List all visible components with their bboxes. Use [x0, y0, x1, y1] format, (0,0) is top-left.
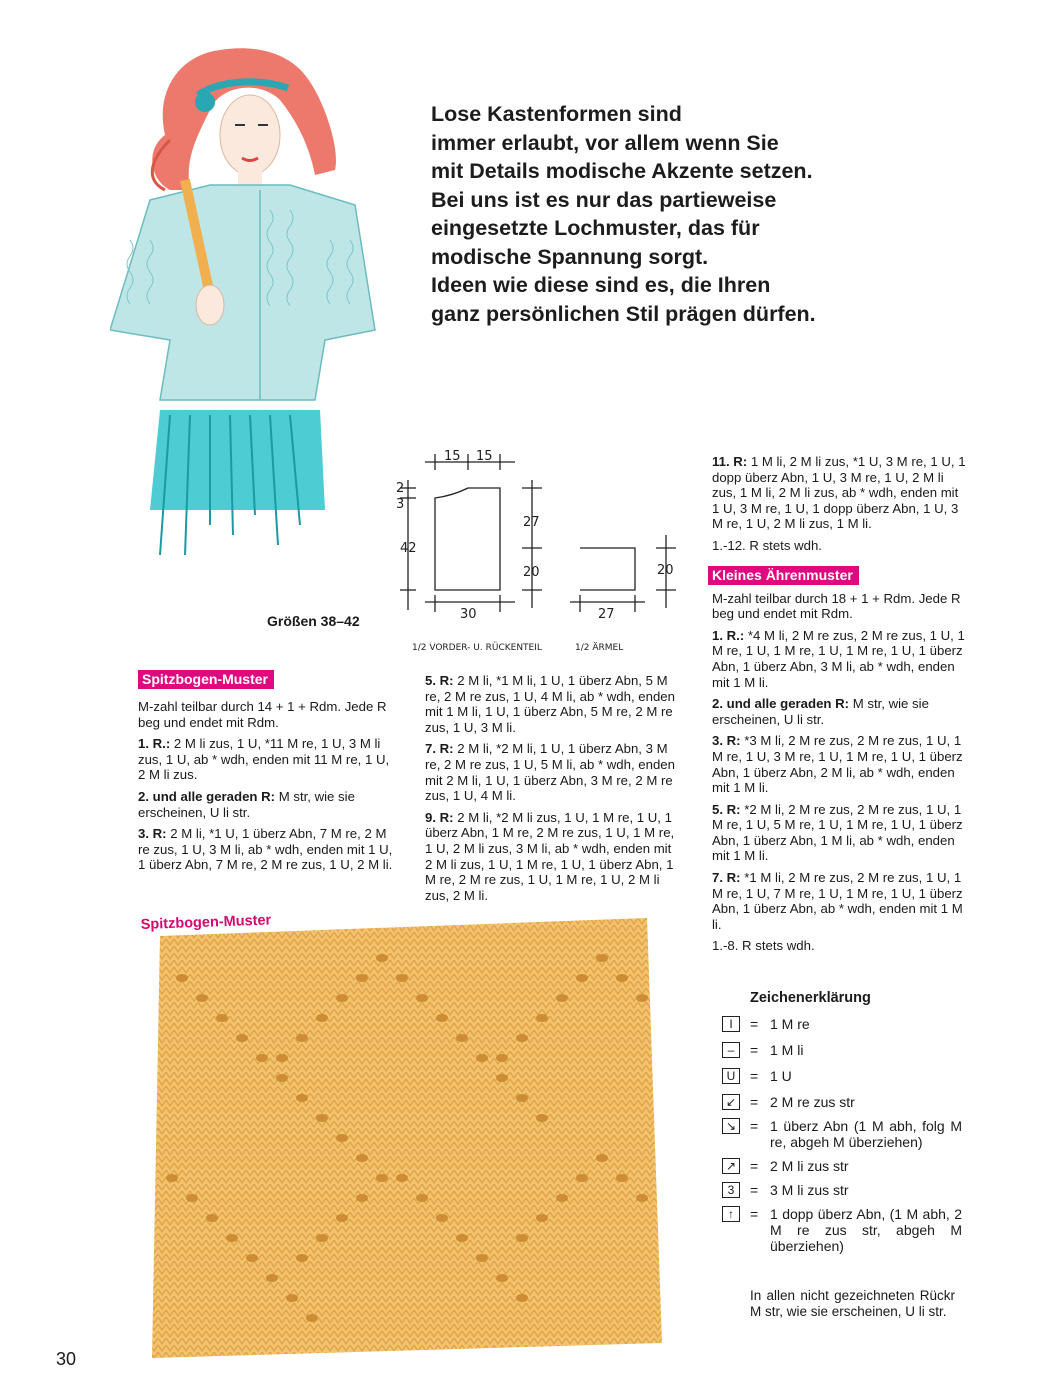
row-label: 7. R:	[712, 870, 741, 886]
pattern2-intro: M-zahl teilbar durch 18 + 1 + Rdm. Jede R beg und endet mit Rdm.	[712, 590, 961, 622]
dim-top-1: 15	[444, 449, 461, 464]
pattern1-repeat: 1.-12. R stets wdh.	[712, 537, 822, 553]
label-sleeve: 1/2 ÄRMEL	[575, 643, 624, 653]
pattern-col3	[712, 454, 968, 960]
legend-item	[722, 1068, 962, 1084]
legend-text: 1 U	[770, 1068, 792, 1084]
legend-item	[722, 1182, 962, 1198]
sizes-label: Größen 38–42	[267, 613, 360, 629]
intro-line: mit Details modische Akzente setzen.	[431, 159, 813, 183]
row-text: 2 M li, *2 M li, 1 U, 1 überz Abn, 3 M re, 2 M re zus, 1 U, 5 M li, ab * wdh, enden mit 2 M li, 1 U, 1 überz Abn, 3 M re, 2 M re zus, 1 U, 4 M li.	[425, 741, 675, 804]
row-text: *1 M li, 2 M re zus, 2 M re zus, 1 U, 1 M re, 1 U, 7 M re, 1 U, 1 M re, 1 U, 1 überz Abn, 1 überz Abn, ab * wdh, enden mit 1 M li.	[712, 870, 963, 932]
pattern1-row3	[138, 826, 396, 873]
legend-item	[722, 1158, 962, 1174]
intro-line: Bei uns ist es nur das partieweise	[431, 187, 777, 212]
row-label: 1. R.:	[138, 736, 171, 752]
pattern2-row5	[712, 802, 968, 864]
pattern1-title: Spitzbogen-Muster	[138, 670, 274, 689]
dim-sleeve-w: 27	[598, 607, 615, 622]
pattern2-title: Kleines Ährenmuster	[708, 566, 859, 585]
pattern2-row1	[712, 628, 968, 690]
legend-footnote: In allen nicht gezeichneten Rückr M str, wie sie erscheinen, U li str.	[750, 1288, 955, 1319]
garment-schematic	[380, 440, 700, 655]
pattern1-row1	[138, 736, 396, 783]
k2tog-symbol-icon: ↙	[722, 1094, 740, 1110]
pattern2-row3	[712, 733, 968, 795]
intro-line: ganz persönlichen Stil prägen dürfen.	[431, 301, 816, 326]
legend-item	[722, 1206, 962, 1254]
legend-item	[722, 1094, 962, 1110]
legend-item	[722, 1118, 962, 1150]
row-text: M str, wie sie erscheinen, U li str.	[712, 696, 929, 727]
equals: =	[750, 1206, 759, 1222]
row-text: 2 M li, *1 U, 1 überz Abn, 7 M re, 2 M re zus, 1 U, 3 M li, ab * wdh, enden mit 1 U, 1 überz Abn, 7 M re, 2 M re zus, 1 U, 2 M li.	[138, 826, 393, 873]
intro-line: eingesetzte Lochmuster, das für	[431, 216, 760, 240]
legend-text: 1 M li	[770, 1042, 804, 1058]
legend-item	[722, 1042, 962, 1058]
photo-caption: Spitzbogen-Muster	[140, 912, 272, 933]
dim-top-2: 15	[476, 449, 493, 464]
row-text: 1 M li, 2 M li zus, *1 U, 3 M re, 1 U, 1 dopp überz Abn, 1 U, 3 M re, 1 U, 2 M li zus, 1 M li, 2 M li zus, ab * wdh, enden mit 1 U, 3 M re, 1 U, 1 dopp überz Abn, 1 U, 3 M re, 1 U, 2 M li zus, 1 M li.	[712, 454, 966, 532]
legend-text: 2 M re zus str	[770, 1094, 855, 1110]
equals: =	[750, 1042, 759, 1058]
pattern1-col1	[138, 670, 396, 879]
pattern1-row9	[425, 810, 681, 904]
symbol-legend	[722, 990, 962, 1262]
row-label: 9. R:	[425, 809, 454, 825]
legend-text: 2 M li zus str	[770, 1158, 849, 1174]
pattern2-row7	[712, 870, 968, 932]
row-text: M str, wie sie erscheinen, U li str.	[138, 788, 355, 820]
dim-right-b: 20	[523, 565, 540, 580]
legend-text: 3 M li zus str	[770, 1182, 849, 1198]
row-label: 1. R.:	[712, 627, 745, 643]
pattern1-row5	[425, 673, 681, 735]
row-label: 11. R:	[712, 454, 748, 469]
pattern2-row2	[712, 696, 968, 727]
legend-text: 1 M re	[770, 1016, 810, 1032]
row-label: 5. R:	[425, 673, 454, 688]
p2tog-symbol-icon: ↗	[722, 1158, 740, 1174]
legend-text: 1 dopp überz Abn, (1 M abh, 2 M re zus str, abgeh M überziehen)	[770, 1206, 962, 1254]
row-text: 2 M li, *2 M li zus, 1 U, 1 M re, 1 U, 1 überz Abn, 1 M re, 2 M re zus, 1 U, 1 M re, 1 U, 2 M li zus, 3 M li, ab * wdh, enden mit 2 M li zus, 1 U, 1 M re, 1 U, 1 überz Abn, 1 M re, 2 M re zus, 1 U, 1 M re, 1 U, 2 M li zus, 2 M li.	[425, 809, 675, 903]
legend-item	[722, 1016, 962, 1032]
knit-swatch-photo	[142, 918, 662, 1358]
row-text: *4 M li, 2 M re zus, 2 M re zus, 1 U, 1 M re, 1 U, 1 M re, 1 U, 1 M re, 1 U, 1 überz Abn, 1 überz Abn, 3 M li, ab * wdh, enden mit 1 M li.	[712, 627, 965, 690]
row-text: *3 M li, 2 M re zus, 2 M re zus, 1 U, 1 M re, 1 U, 3 M re, 1 U, 1 M re, 1 U, 1 überz Abn, 1 überz Abn, 2 M li, ab * wdh, enden mit 1 M li.	[712, 733, 963, 796]
knit-stitch-symbol-icon: I	[722, 1016, 740, 1032]
row-text: 2 M li zus, 1 U, *11 M re, 1 U, 3 M li zus, 1 U, ab * wdh, enden mit 11 M re, 1 U, 2 M li zus.	[138, 736, 390, 783]
fashion-illustration	[110, 40, 390, 570]
page-number: 30	[56, 1349, 77, 1369]
intro-line: Ideen wie diese sind es, die Ihren	[431, 273, 771, 297]
pattern1-row7	[425, 741, 681, 803]
dim-bottom: 30	[460, 607, 477, 622]
dim-left-b: 3	[396, 497, 405, 512]
label-body: 1/2 VORDER- U. RÜCKENTEIL	[412, 643, 542, 653]
equals: =	[750, 1094, 759, 1110]
skp-symbol-icon: ↘	[722, 1118, 740, 1134]
pattern2-repeat: 1.-8. R stets wdh.	[712, 938, 815, 954]
row-label: 3. R:	[712, 733, 741, 749]
row-text: 2 M li, *1 M li, 1 U, 1 überz Abn, 5 M re, 2 M re zus, 1 U, 4 M li, ab * wdh, enden mit 1 M li, 1 U, 1 überz Abn, 5 M re, 2 M re zus, 1 U, 3 M li.	[425, 673, 675, 735]
dim-left-a: 2	[396, 481, 405, 496]
purl-stitch-symbol-icon: –	[722, 1042, 740, 1058]
equals: =	[750, 1182, 759, 1198]
pattern1-row2	[138, 789, 396, 820]
equals: =	[750, 1016, 759, 1032]
intro-line: Lose Kastenformen sind	[431, 102, 682, 126]
dim-right-a: 27	[523, 515, 540, 530]
legend-text: 1 überz Abn (1 M abh, folg M re, abgeh M überziehen)	[770, 1118, 962, 1150]
intro-text	[431, 100, 901, 328]
intro-line: modische Spannung sorgt.	[431, 244, 709, 269]
dim-left-c: 42	[400, 541, 417, 556]
equals: =	[750, 1158, 759, 1174]
pattern1-col2	[425, 673, 681, 909]
yarn-over-symbol-icon: U	[722, 1068, 740, 1084]
intro-line: immer erlaubt, vor allem wenn Sie	[431, 130, 779, 155]
pattern1-intro: M-zahl teilbar durch 14 + 1 + Rdm. Jede R beg und endet mit Rdm.	[138, 699, 387, 730]
legend-title: Zeichenerklärung	[750, 990, 871, 1006]
p3tog-symbol-icon: 3	[722, 1182, 740, 1198]
row-label: 7. R:	[425, 741, 454, 757]
double-decrease-symbol-icon: ↑	[722, 1206, 740, 1222]
row-label: 3. R:	[138, 826, 167, 842]
pattern1-row11	[712, 454, 968, 532]
dim-sleeve-h: 20	[657, 563, 674, 578]
equals: =	[750, 1068, 759, 1084]
row-label: 5. R:	[712, 801, 741, 817]
equals: =	[750, 1118, 759, 1134]
row-text: *2 M li, 2 M re zus, 2 M re zus, 1 U, 1 M re, 1 U, 5 M re, 1 U, 1 M re, 1 U, 1 überz Abn, 1 überz Abn, 1 M li, ab * wdh, enden mit 1 M li.	[712, 801, 963, 864]
row-label: 2. und alle geraden R:	[138, 788, 276, 804]
row-label: 2. und alle geraden R:	[712, 696, 850, 712]
